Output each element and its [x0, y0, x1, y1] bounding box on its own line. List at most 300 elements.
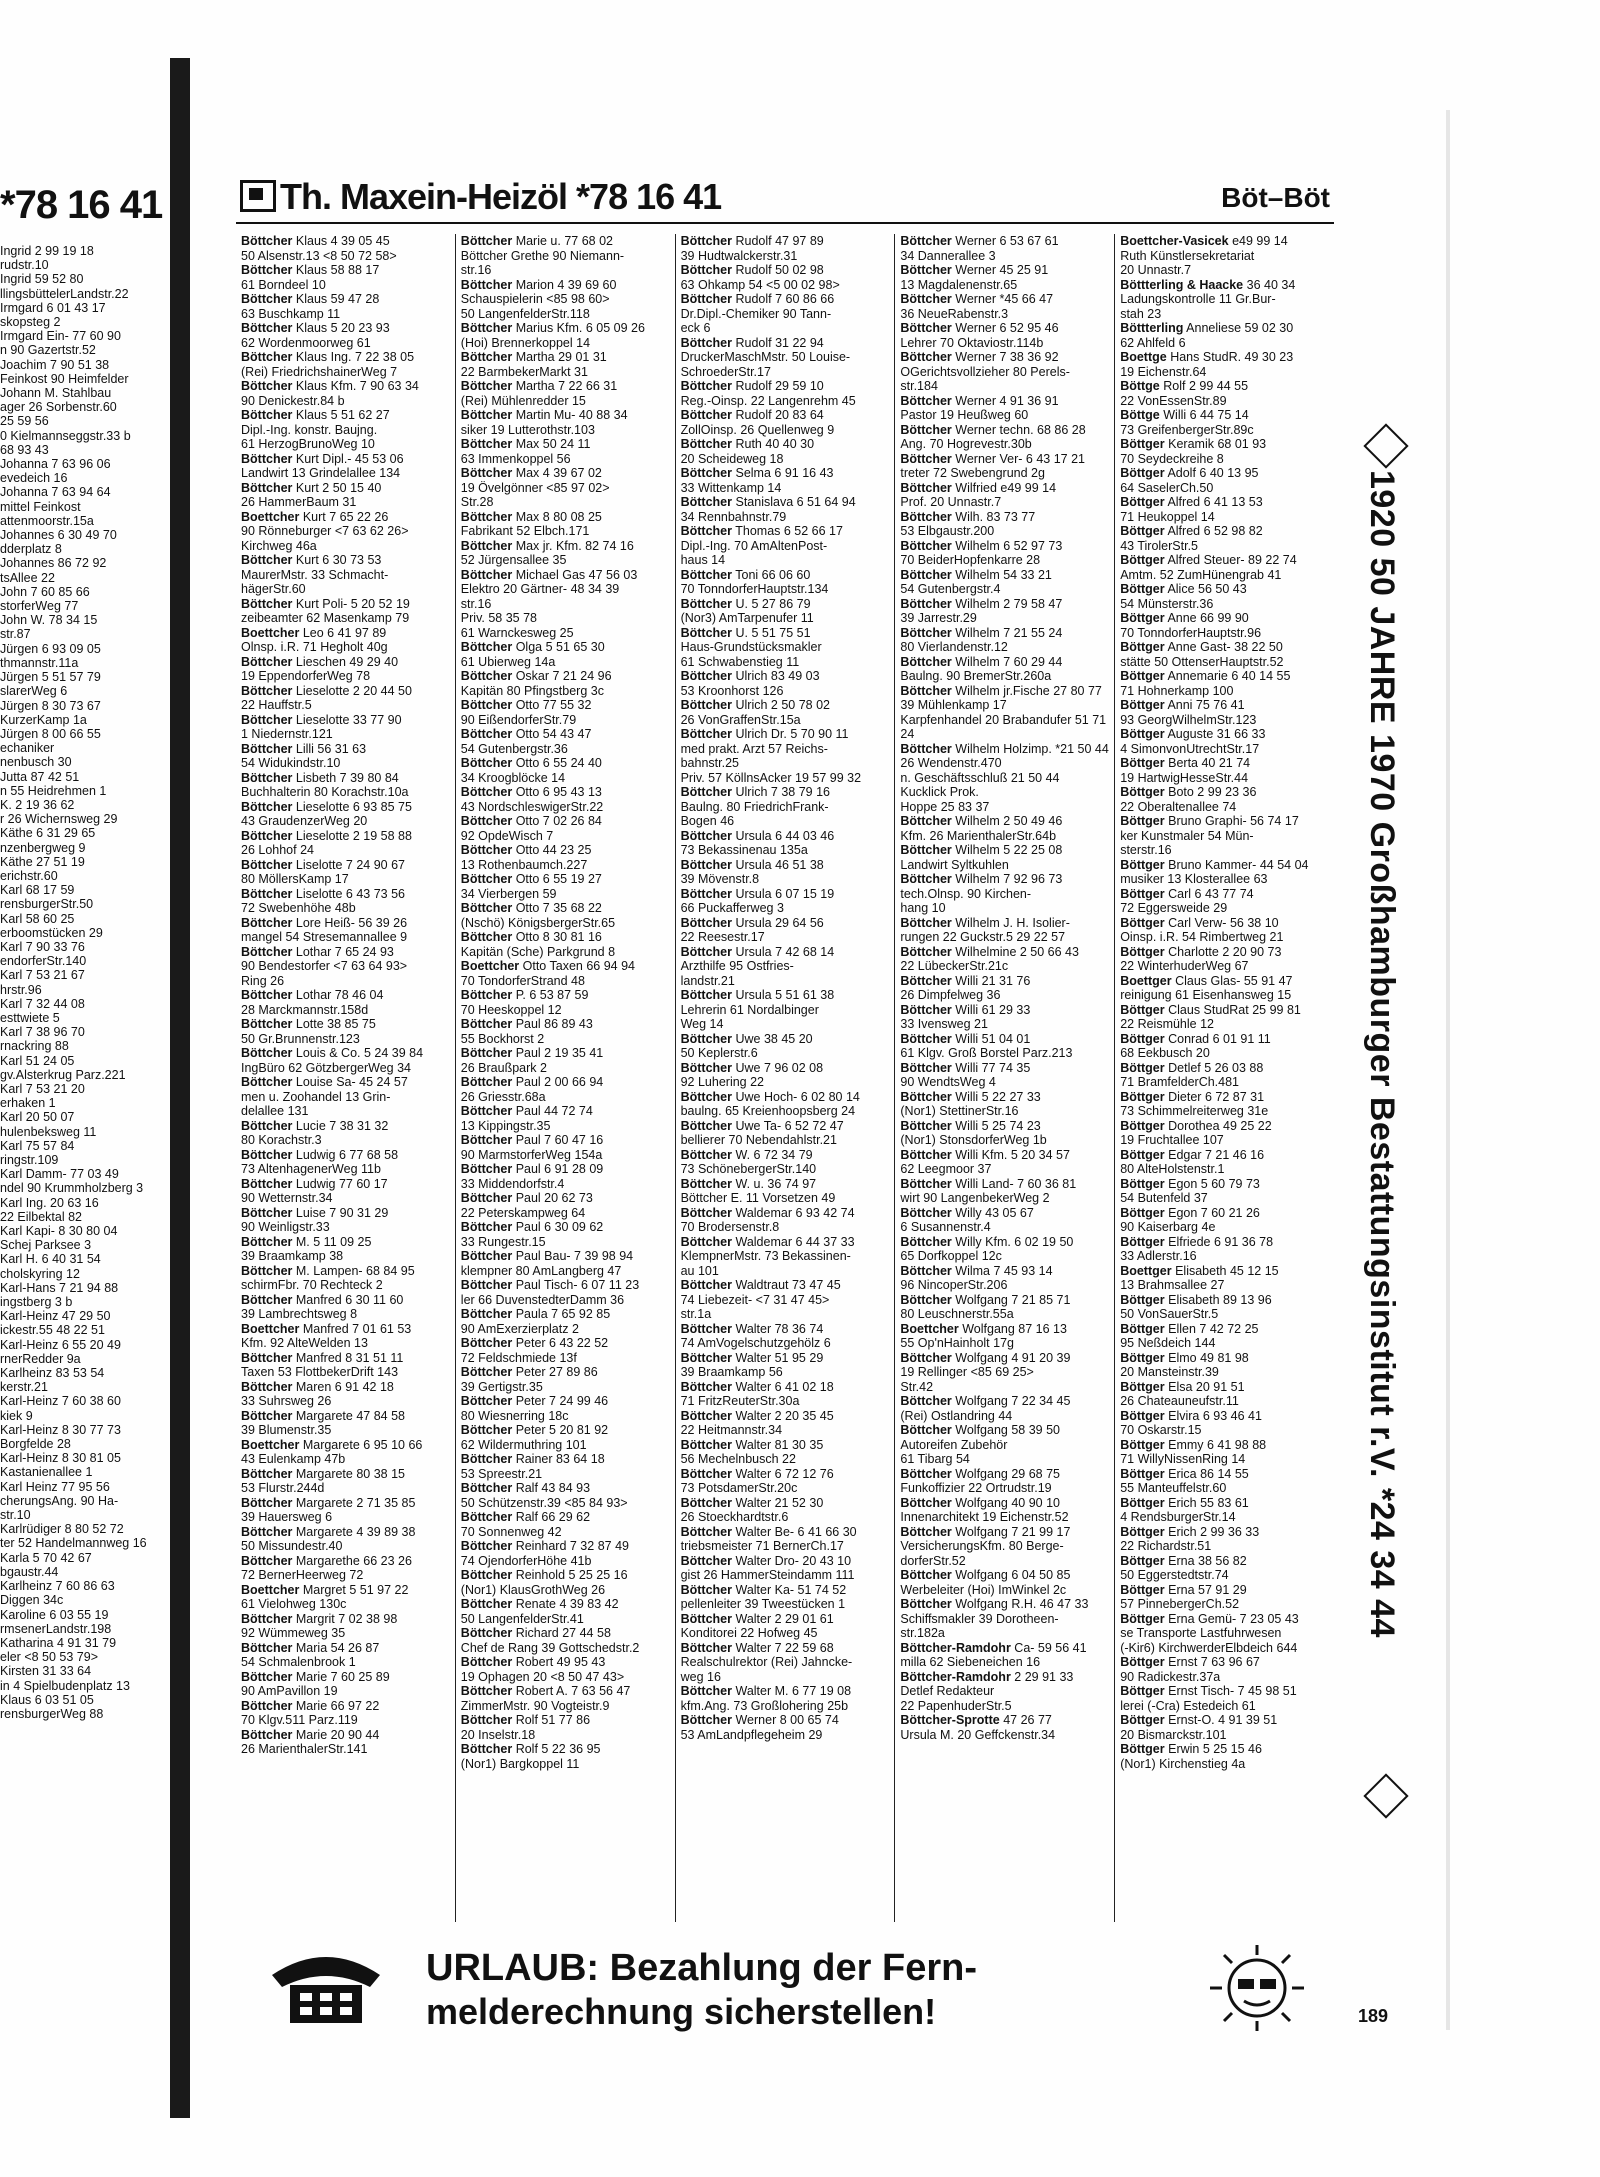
- left-fragment-line: nenbusch 30: [0, 755, 72, 770]
- listing-details: Robert A. 7 63 56 47 ZimmerMstr. 90 Vogteistr.9: [460, 1684, 631, 1713]
- listing-details: Peter 5 20 81 92 62 Wildermuthring 101: [460, 1423, 609, 1452]
- listing-entry: [461, 988, 670, 1017]
- listing-entry: [681, 945, 890, 989]
- listing-surname: Böttcher: [460, 1452, 513, 1466]
- left-fragment-line: John W. 78 34 15: [0, 613, 98, 628]
- listing-details: Uwe 7 96 02 08 92 Luhering 22: [680, 1060, 824, 1089]
- listing-surname: Böttger: [1120, 1031, 1165, 1046]
- listing-details: Walter 21 52 30 26 Stoeckhardtstr.6: [680, 1495, 824, 1524]
- listing-details: Paula 7 65 92 85 90 AmExerzierplatz 2: [460, 1307, 611, 1336]
- left-fragment-line: Katharina 4 91 31 79: [0, 1635, 117, 1650]
- listing-entry: [241, 597, 450, 626]
- listing-details: Louis & Co. 5 24 39 84 IngBüro 62 GötzbergerWeg 34: [241, 1046, 424, 1075]
- listing-surname: Böttcher-Ramdohr: [900, 1669, 1011, 1684]
- listing-details: Egon 7 60 21 26 90 Kaiserbarg 4e: [1120, 1205, 1260, 1234]
- listing-details: Margarete 80 38 15 53 Flurstr.244d: [241, 1466, 405, 1495]
- listing-entry: [1120, 1554, 1329, 1583]
- listing-entry: [681, 1148, 890, 1177]
- listing-surname: Böttcher: [460, 538, 513, 553]
- listing-details: Ursula 29 64 56 22 Reesestr.17: [680, 915, 824, 944]
- listing-details: Margarete 4 39 89 38 50 Missundestr.40: [241, 1524, 416, 1553]
- listing-details: Willi 5 25 74 23 (Nor1) StonsdorferWeg 1b: [900, 1118, 1047, 1147]
- listing-surname: Böttcher: [460, 756, 513, 770]
- listing-entry: [900, 1351, 1109, 1395]
- listing-entry: [1120, 756, 1329, 785]
- listing-surname: Böttcher: [241, 1176, 293, 1191]
- listing-surname: Boettcher: [241, 1437, 300, 1452]
- left-fragment-line: ager 26 Sorbenstr.60: [0, 400, 117, 415]
- listing-details: Otto 8 30 81 16 Kapitän (Sche) Parkgrund 8: [460, 930, 616, 959]
- listing-surname: Böttcher: [900, 234, 952, 248]
- listing-entry: [900, 814, 1109, 843]
- ad-line-2: melderechnung sicherstellen!: [426, 1991, 937, 2032]
- left-fragment-line: llingsbüttelerLandstr.22: [0, 286, 129, 301]
- listing-entry: [900, 771, 1109, 800]
- left-fragment-line: ickestr.55 48 22 51: [0, 1323, 105, 1338]
- listing-surname: Böttcher: [680, 1553, 732, 1568]
- listing-entry: [1120, 379, 1329, 408]
- left-page-header-number: *78 16 41: [0, 183, 163, 227]
- listing-entry: [241, 1206, 450, 1235]
- listing-details: Ernst 7 63 96 67 90 Radickestr.37a: [1120, 1655, 1260, 1684]
- listing-surname: Böttge: [1120, 379, 1160, 393]
- listing-details: Willi 21 31 76 26 Dimpfelweg 36: [900, 973, 1031, 1002]
- listing-entry: [900, 1206, 1109, 1235]
- listing-surname: Böttcher: [460, 437, 513, 451]
- listing-surname: Böttcher: [460, 1626, 513, 1640]
- listing-surname: Böttcher: [900, 350, 952, 364]
- listing-details: Elisabeth 45 12 15 13 Brahmsallee 27: [1120, 1263, 1279, 1292]
- header-name-range: Böt–Böt: [1221, 182, 1330, 213]
- listing-entry: [900, 539, 1109, 568]
- listing-surname: Böttcher: [241, 1640, 293, 1655]
- bottom-ad: [236, 1935, 1334, 2039]
- listing-entry: [241, 684, 450, 713]
- listing-details: M. 5 11 09 25 39 Braamkamp 38: [241, 1234, 372, 1263]
- listing-details: Rainer 83 64 18 53 Spreestr.21: [460, 1452, 605, 1481]
- listing-surname: Böttcher: [460, 408, 513, 422]
- listing-details: Alfred Steuer- 89 22 74 Amtm. 52 ZumHünengrab 41: [1120, 553, 1297, 582]
- listing-entry: [900, 974, 1109, 1003]
- listing-entry: [900, 742, 1109, 771]
- listing-entry: [241, 481, 450, 510]
- listing-details: Priv. 58 35 78 61 Warnckesweg 25: [460, 611, 574, 640]
- listing-entry: [900, 481, 1109, 510]
- listing-surname: Böttger: [1120, 1408, 1165, 1423]
- listing-details: Claus Glas- 55 91 47 reinigung 61 Eisenhansweg 15: [1120, 973, 1293, 1002]
- listing-entry: [900, 1293, 1109, 1322]
- listing-details: Max 50 24 11 63 Immenkoppel 56: [460, 437, 591, 466]
- listing-surname: Böttcher: [900, 538, 952, 553]
- listing-entry: [1120, 350, 1329, 379]
- listing-entry: [241, 1583, 450, 1612]
- listing-details: Waldemar 6 93 42 74 70 Brodersenstr.8: [680, 1205, 855, 1234]
- listing-entry: [1120, 1206, 1329, 1235]
- bz-badge-icon: [1363, 1773, 1408, 1818]
- listing-details: Rudolf 50 02 98 63 Ohkamp 54 <5 00 02 98>: [680, 263, 840, 292]
- listing-entry: [681, 1119, 890, 1148]
- listing-surname: Böttcher: [460, 843, 513, 857]
- listing-surname: Böttger: [1120, 1350, 1165, 1365]
- listing-details: Lothar 78 46 04 28 Marckmannstr.158d: [241, 988, 384, 1017]
- listing-details: Margarethe 66 23 26 72 BernerHeerweg 72: [241, 1553, 412, 1582]
- listing-surname: Böttcher: [680, 1321, 732, 1336]
- listing-details: Erna Gemü- 7 23 05 43 se Transporte Lastfuhrwesen (-Kir6) KirchwerderElbdeich 644: [1120, 1611, 1299, 1655]
- listing-details: Wolfgang R.H. 46 47 33 Schiffsmakler 39 Dorotheen- str.182a: [900, 1597, 1089, 1640]
- listing-details: Lieselotte 2 20 44 50 22 Hauffstr.5: [241, 683, 412, 712]
- listing-entry: [241, 1235, 450, 1264]
- listing-details: Klaus 58 88 17 61 Borndeel 10: [241, 263, 380, 292]
- listing-details: Boto 2 99 23 36 22 Oberaltenallee 74: [1120, 785, 1257, 814]
- listing-surname: Böttcher: [241, 596, 293, 611]
- listing-details: Willy 43 05 67 6 Susannenstr.4: [900, 1205, 1034, 1234]
- listing-details: Bruno Kammer- 44 54 04 musiker 13 Klosterallee 63: [1120, 857, 1309, 886]
- listing-details: Wilhelm 2 50 49 46 Kfm. 26 MarienthalerStr.64b: [900, 814, 1063, 843]
- listing-entry: [681, 1554, 890, 1583]
- left-fragment-line: Johanna 7 63 96 06: [0, 457, 111, 472]
- left-fragment-line: Karl 68 17 59: [0, 883, 75, 898]
- listing-entry: [461, 872, 670, 901]
- listing-details: Priv. 57 KöllnsAcker 19 57 99 32: [680, 770, 862, 785]
- listing-details: Willi 5 22 27 33 (Nor1) StettinerStr.16: [900, 1089, 1041, 1118]
- left-fragment-line: Kastanienallee 1: [0, 1465, 93, 1480]
- listing-surname: Böttcher: [900, 567, 952, 582]
- left-fragment-line: n 90 Gazertstr.52: [0, 343, 96, 358]
- listing-entry: [461, 1626, 670, 1655]
- listing-details: Keramik 68 01 93 70 Seydeckreihe 8: [1120, 437, 1267, 466]
- listing-entry: [241, 626, 450, 655]
- listing-details: Lieschen 49 29 40 19 EppendorferWeg 78: [241, 654, 399, 683]
- listing-details: Paul Tisch- 6 07 11 23 ler 66 DuvenstedterDamm 36: [460, 1278, 640, 1307]
- listing-entry: [241, 1467, 450, 1496]
- listing-details: Ralf 66 29 62 70 Sonnenweg 42: [460, 1510, 591, 1539]
- listing-surname: Böttger: [1120, 1713, 1165, 1727]
- left-fragment-line: str.10: [0, 1508, 31, 1523]
- listing-surname: Böttcher: [460, 321, 513, 335]
- listing-surname: Böttcher: [680, 944, 732, 959]
- listing-surname: Böttcher: [900, 1524, 952, 1539]
- listing-surname: Böttcher: [900, 321, 952, 335]
- listing-details: Marie 66 97 22 70 Klgv.511 Parz.119: [241, 1698, 380, 1727]
- listing-entry: [681, 568, 890, 597]
- listing-entry: [900, 452, 1109, 481]
- listing-surname: Böttcher: [241, 321, 293, 335]
- listing-details: Rolf 5 22 36 95 (Nor1) Bargkoppel 11: [460, 1742, 601, 1771]
- listing-entry: [1120, 278, 1329, 322]
- listing-surname: Böttcher: [460, 1365, 513, 1379]
- listing-details: Otto 54 43 47 54 Gutenbergstr.36: [460, 727, 592, 756]
- listing-surname: Böttcher: [900, 1118, 952, 1133]
- left-fragment-line: Karl H. 6 40 31 54: [0, 1252, 101, 1267]
- listing-surname: Böttcher: [460, 1191, 513, 1205]
- listing-surname: Böttcher: [680, 495, 732, 509]
- listing-details: Otto 6 55 19 27 34 Vierbergen 59: [460, 872, 602, 901]
- listing-details: Michael Gas 47 56 03 Elektro 20 Gärtner- 48 34 39 str.16: [460, 567, 638, 611]
- listing-details: Wolfgang 7 22 34 45 (Rei) Ostlandring 44: [900, 1394, 1071, 1423]
- listing-entry: [461, 350, 670, 379]
- listing-details: Walter 2 20 35 45 22 Heitmannstr.34: [680, 1408, 834, 1437]
- left-fragment-line: Karl 75 57 84: [0, 1138, 75, 1153]
- listing-details: Elisabeth 89 13 96 50 VonSauerStr.5: [1120, 1292, 1272, 1321]
- listing-entry: [900, 626, 1109, 655]
- listing-surname: Böttcher: [460, 1510, 513, 1524]
- listing-entry: [900, 1177, 1109, 1206]
- listing-details: Kurt 2 50 15 40 26 HammerBaum 31: [241, 480, 382, 509]
- listing-surname: Böttger: [1120, 915, 1165, 930]
- listing-entry: [461, 930, 670, 959]
- listing-details: Ursula 6 07 15 19 66 Puckafferweg 3: [680, 886, 835, 915]
- left-fragment-line: Karlheinz 83 53 54: [0, 1366, 105, 1381]
- listing-entry: [900, 263, 1109, 292]
- listing-surname: Böttcher: [900, 1089, 952, 1104]
- listing-entry: [241, 655, 450, 684]
- listing-entry: [461, 1365, 670, 1394]
- listing-entry: [1120, 1742, 1329, 1771]
- listing-details: Martha 7 22 66 31 (Rei) Mühlenredder 15: [460, 379, 618, 408]
- left-fragment-line: Karl-Hans 7 21 94 88: [0, 1280, 119, 1295]
- listing-surname: Böttcher: [900, 422, 952, 437]
- listing-surname: Böttcher: [241, 1698, 293, 1713]
- listing-entry: [900, 568, 1109, 597]
- left-fragment-line: Karlrüdiger 8 80 52 72: [0, 1522, 124, 1537]
- listing-surname: Böttcher: [460, 1278, 513, 1292]
- listing-entry: [900, 1003, 1109, 1032]
- listing-surname: Böttcher: [460, 350, 513, 364]
- listing-entry: [241, 1293, 450, 1322]
- listing-details: Wolfgang 6 04 50 85 Werbeleiter (Hoi) ImWinkel 2c: [900, 1568, 1071, 1597]
- listing-surname: Böttcher: [680, 1205, 732, 1220]
- listing-entry: [900, 234, 1109, 263]
- listing-entry: [900, 394, 1109, 423]
- listing-details: Ursula 5 51 61 38 Lehrerin 61 Nordalbinger Weg 14: [680, 988, 835, 1031]
- left-fragment-line: slarerWeg 6: [0, 684, 68, 699]
- listing-surname: Böttcher: [900, 1031, 952, 1046]
- left-fragment-line: erhaken 1: [0, 1096, 56, 1111]
- listing-entry: [461, 1133, 670, 1162]
- listing-surname: Böttcher: [900, 1176, 952, 1191]
- listing-details: Rudolf 20 83 64 ZollOinsp. 26 Quellenweg 9: [680, 408, 835, 437]
- listing-surname: Böttcher: [241, 1118, 293, 1133]
- listing-details: U. 5 51 75 51 Haus-Grundstücksmakler 61 Schwabenstieg 11: [680, 625, 822, 669]
- listing-details: Paul 44 72 74 13 Kippingstr.35: [460, 1104, 593, 1133]
- listing-entry: [900, 1032, 1109, 1061]
- listing-entry: [900, 1235, 1109, 1264]
- listing-surname: Böttcher: [460, 1597, 513, 1611]
- listing-entry: [241, 1380, 450, 1409]
- listing-details: Ludwig 77 60 17 90 Wetternstr.34: [241, 1176, 388, 1205]
- listing-entry: [1120, 669, 1329, 698]
- listing-entry: [461, 568, 670, 612]
- left-page-lines: [0, 244, 168, 1721]
- left-fragment-line: rudstr.10: [0, 258, 49, 273]
- listing-entry: [681, 669, 890, 698]
- listing-entry: [461, 611, 670, 640]
- listing-entry: [461, 1046, 670, 1075]
- listing-details: Paul 6 30 09 62 33 Rungestr.15: [460, 1220, 604, 1249]
- listing-surname: Böttcher: [680, 1684, 732, 1698]
- listing-entry: [241, 945, 450, 989]
- listing-surname: Böttcher: [680, 1437, 732, 1452]
- listing-entry: [900, 1467, 1109, 1496]
- listing-details: Alfred 6 52 98 82 43 TirolerStr.5: [1120, 524, 1263, 553]
- left-fragment-line: echaniker: [0, 741, 55, 756]
- left-fragment-line: kerstr.21: [0, 1380, 48, 1395]
- listing-entry: [681, 597, 890, 626]
- listing-details: Paul 86 89 43 55 Bockhorst 2: [460, 1017, 593, 1046]
- listing-surname: Böttcher: [241, 988, 293, 1002]
- listing-entry: [900, 1264, 1109, 1293]
- listing-surname: Böttcher: [460, 988, 513, 1002]
- directory-column: [236, 234, 456, 1922]
- listing-surname: Böttger: [1120, 1205, 1165, 1220]
- listing-details: Robert 49 95 43 19 Ophagen 20 <8 50 47 43>: [460, 1655, 625, 1684]
- listing-details: W. 6 72 34 79 73 SchönebergerStr.140: [680, 1147, 817, 1176]
- left-fragment-line: Jürgen 5 51 57 79: [0, 670, 101, 685]
- listing-details: Manfred 7 01 61 53 Kfm. 92 AlteWelden 13: [241, 1321, 412, 1350]
- listing-entry: [461, 321, 670, 350]
- listing-entry: [681, 466, 890, 495]
- listing-surname: Böttcher: [900, 1002, 952, 1017]
- listing-entry: [241, 1075, 450, 1119]
- listing-entry: [900, 655, 1109, 684]
- listing-details: Lisbeth 7 39 80 84 Buchhalterin 80 Korachstr.10a: [241, 770, 409, 799]
- left-fragment-line: Karl Heinz 77 95 56: [0, 1479, 110, 1494]
- listing-details: Elvira 6 93 46 41 70 Oskarstr.15: [1120, 1408, 1262, 1437]
- listing-entry: [241, 234, 450, 263]
- listing-entry: [461, 901, 670, 930]
- listing-details: Rolf 51 77 86 20 Inselstr.18: [460, 1713, 591, 1742]
- listing-entry: [681, 437, 890, 466]
- listing-entry: [681, 1235, 890, 1279]
- listing-entry: [461, 1017, 670, 1046]
- listing-entry: [241, 321, 450, 350]
- listing-entry: [241, 292, 450, 321]
- listing-surname: Böttcher: [460, 669, 513, 683]
- listing-details: Wolfgang 29 68 75 Funkoffizier 22 Ortrudstr.19: [900, 1466, 1060, 1495]
- listing-surname: Böttcher: [900, 1394, 952, 1408]
- listing-surname: Böttcher: [680, 1089, 732, 1104]
- listing-surname: Böttcher: [241, 1553, 293, 1568]
- listing-entry: [1120, 553, 1329, 582]
- listing-surname: Böttger: [1120, 1495, 1165, 1510]
- listing-surname: Böttcher: [460, 1742, 513, 1756]
- listing-details: Werner 8 00 65 74 53 AmLandpflegeheim 29: [680, 1713, 839, 1742]
- listing-surname: Boettger: [1120, 973, 1172, 988]
- listing-surname: Böttcher: [241, 553, 293, 567]
- listing-entry: [681, 524, 890, 568]
- listing-details: Klaus 4 39 05 45 50 Alsenstr.13 <8 50 72 58>: [241, 234, 397, 263]
- listing-entry: [461, 1104, 670, 1133]
- listing-surname: Böttger: [1120, 1118, 1165, 1133]
- listing-entry: [1120, 234, 1329, 278]
- left-fragment-line: Borgfelde 28: [0, 1437, 71, 1452]
- listing-surname: Böttger: [1120, 553, 1165, 567]
- listing-entry: [461, 727, 670, 756]
- listing-details: Lucie 7 38 31 32 80 Korachstr.3: [241, 1118, 389, 1147]
- listing-details: Walter Dro- 20 43 10 gist 26 HammerSteindamm 111: [680, 1553, 855, 1582]
- listing-details: Renate 4 39 83 42 50 LangenfelderStr.41: [460, 1597, 619, 1626]
- listing-entry: [1120, 1438, 1329, 1467]
- ad-line-1: URLAUB: Bezahlung der Fern-: [426, 1947, 977, 1989]
- listing-details: Otto 77 55 32 90 EißendorferStr.79: [460, 698, 592, 727]
- listing-surname: Böttcher: [460, 1075, 513, 1089]
- listing-surname: Böttcher: [900, 843, 952, 857]
- listing-details: Ulrich Dr. 5 70 90 11 med prakt. Arzt 57 Reichs- bahnstr.25: [680, 727, 849, 770]
- listing-details: Wilhelm 5 22 25 08 Landwirt Syltkuhlen: [900, 843, 1063, 872]
- listing-entry: [681, 1380, 890, 1409]
- listing-details: Wilh. 83 73 77 53 Elbgaustr.200: [900, 509, 1036, 538]
- listing-entry: [461, 1278, 670, 1307]
- listing-entry: [461, 1336, 670, 1365]
- listing-details: Ulrich 83 49 03 53 Kroonhorst 126: [680, 669, 820, 698]
- listing-entry: [1120, 727, 1329, 756]
- listing-surname: Böttger: [1120, 495, 1165, 509]
- listing-details: Wilhelm 6 52 97 73 70 BeiderHopfenkarre 28: [900, 538, 1063, 567]
- left-fragment-line: Joachim 7 90 51 38: [0, 357, 110, 372]
- listing-entry: [241, 1017, 450, 1046]
- listing-surname: Böttger: [1120, 1684, 1165, 1698]
- directory-column: [456, 234, 676, 1922]
- listing-details: Rudolf 31 22 94 DruckerMaschMstr. 50 Louise- SchroederStr.17: [680, 335, 851, 379]
- listing-details: Klaus 5 20 23 93 62 Wordenmoorweg 61: [241, 321, 390, 350]
- listing-entry: [1120, 1032, 1329, 1061]
- listing-details: e49 99 14 Ruth Künstlersekretariat 20 Unnastr.7: [1120, 234, 1288, 277]
- listing-entry: [900, 713, 1109, 742]
- left-fragment-line: hulenbeksweg 11: [0, 1124, 97, 1139]
- listing-surname: Böttcher: [680, 828, 732, 843]
- listing-surname: Böttcher: [241, 741, 293, 756]
- listing-details: Wolfgang 4 91 20 39 19 Rellinger <85 69 25> Str.42: [900, 1350, 1071, 1394]
- listing-entry: [241, 1119, 450, 1148]
- listing-surname: Böttcher: [460, 814, 513, 828]
- listing-surname: Böttcher: [680, 335, 732, 350]
- listing-entry: [1120, 1061, 1329, 1090]
- listing-entry: [461, 1597, 670, 1626]
- listing-surname: Böttcher: [680, 1234, 732, 1249]
- left-fragment-line: eler <8 50 53 79>: [0, 1650, 98, 1665]
- listing-entry: [681, 1090, 890, 1119]
- left-fragment-line: K. 2 19 36 62: [0, 797, 75, 812]
- left-fragment-line: Ingrid 2 99 19 18: [0, 244, 94, 258]
- listing-surname: Böttcher: [900, 872, 952, 886]
- listing-entry: [900, 1670, 1109, 1714]
- left-fragment-line: Johanna 7 63 94 64: [0, 485, 111, 500]
- listing-entry: [241, 887, 450, 916]
- listing-entry: [1120, 1264, 1329, 1293]
- listing-details: Dorothea 49 25 22 19 Fruchtallee 107: [1120, 1118, 1272, 1147]
- left-fragment-line: 68 93 43: [0, 442, 49, 457]
- left-fragment-line: cherungsAng. 90 Ha-: [0, 1493, 119, 1508]
- listing-surname: Böttger: [1120, 1176, 1165, 1191]
- listing-details: Walter M. 6 77 19 08 kfm.Ang. 73 Großlohering 25b: [680, 1684, 852, 1713]
- listing-surname: Böttcher: [241, 1669, 293, 1684]
- listing-entry: [241, 771, 450, 800]
- listing-surname: Böttcher: [680, 1060, 732, 1075]
- listing-surname: Böttger: [1120, 611, 1165, 625]
- listing-details: Werner 7 38 36 92 OGerichtsvollzieher 80 Perels- str.184: [900, 350, 1070, 393]
- listing-details: Marius Kfm. 6 05 09 26 (Hoi) Brennerkoppel 14: [460, 321, 645, 350]
- left-fragment-line: erboomstücken 29: [0, 925, 103, 940]
- listing-entry: [900, 423, 1109, 452]
- listing-details: Wilhelm jr.Fische 27 80 77 39 Mühlenkamp 17: [900, 683, 1102, 712]
- listing-surname: Böttcher: [460, 509, 513, 524]
- listing-entry: [461, 234, 670, 278]
- left-fragment-line: Karl 58 60 25: [0, 911, 75, 926]
- listing-details: Carl Verw- 56 38 10 Oinsp. i.R. 54 Rimbertweg 21: [1120, 915, 1284, 944]
- left-fragment-line: Karl-Heinz 7 60 38 60: [0, 1394, 121, 1409]
- listing-entry: [461, 408, 670, 437]
- listing-surname: Böttger: [1120, 669, 1165, 683]
